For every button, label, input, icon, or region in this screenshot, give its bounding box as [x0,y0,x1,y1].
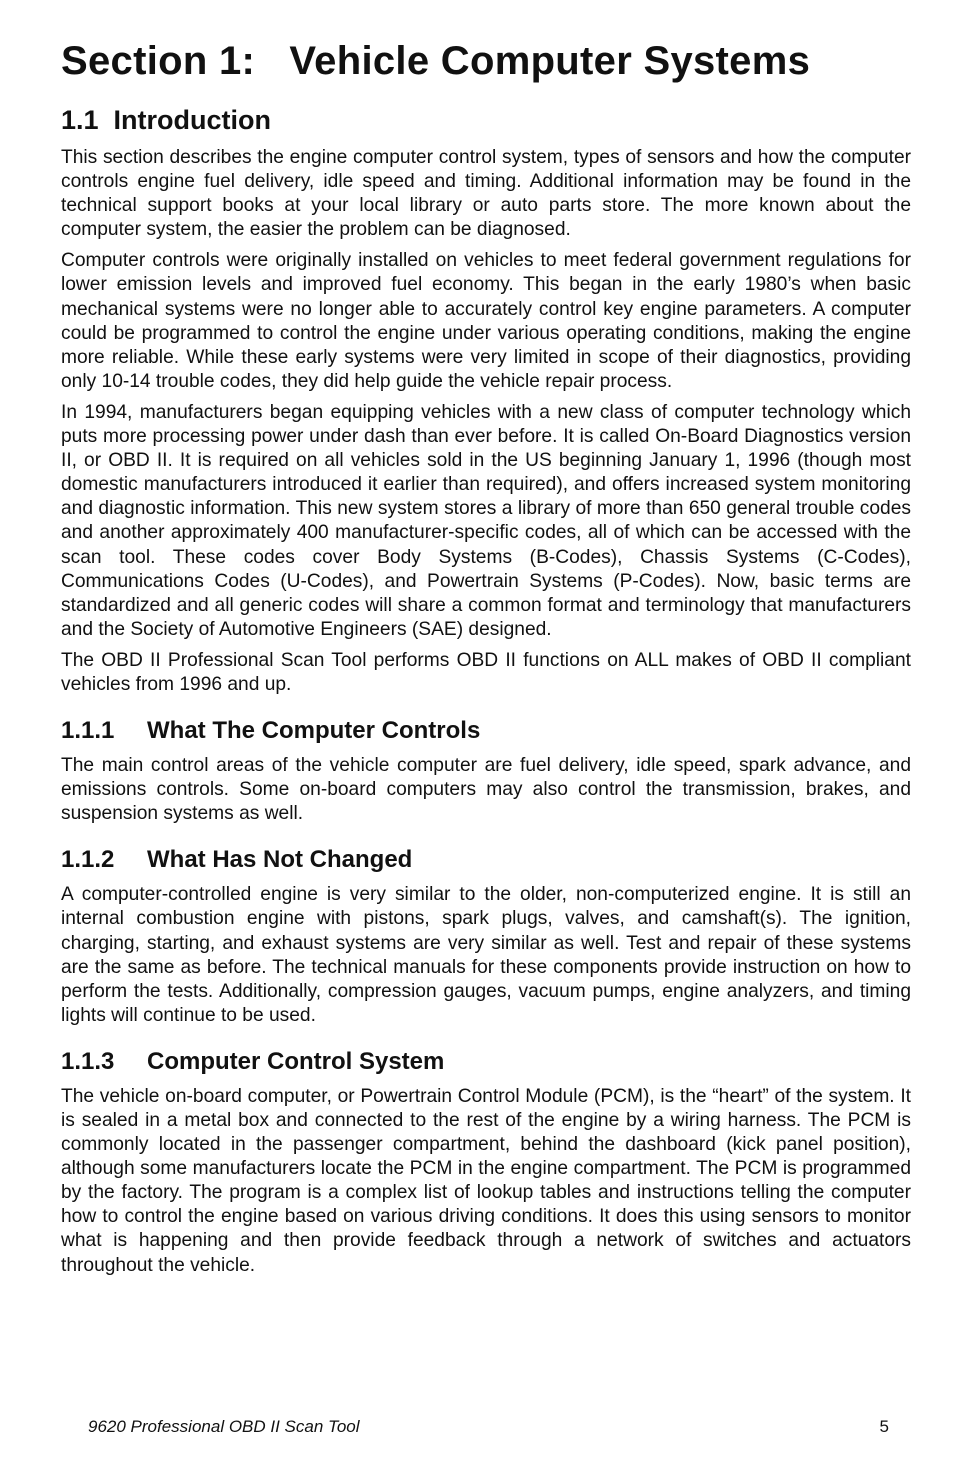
heading-number: 1.1.2 [61,846,115,874]
heading-text: Computer Control System [147,1047,445,1075]
section-title: Section 1: Vehicle Computer Systems [61,39,811,83]
intro-paragraph-4: The OBD II Professional Scan Tool performs OBD II functions on ALL makes of OBD II compliant vehicles from 1996 and up. [61,649,911,695]
page-number: 5 [879,1417,889,1436]
paragraph-1-1-1: The main control areas of the vehicle computer are fuel delivery, idle speed, spark advance, and emissions controls. Some on-board computers may also control the transmission, brakes, and suspension systems as well. [61,755,911,825]
document-page [61,36,911,1285]
heading-number: 1.1.1 [61,717,115,745]
paragraph-1-1-2: A computer-controlled engine is very similar to the older, non-computerized engine. It is still an internal combustion engine with pistons, spark plugs, valves, and camshaft(s). The ignition, charging, starting, and exhaust systems are very similar as well. Test and repair of these systems are the same as before. The technical manuals for these components provide instruction on how to perform the tests. Additionally, compression gauges, vacuum pumps, engine analyzers, and timing lights will continue to be used. [61,884,911,1026]
page-footer [88,1417,889,1437]
heading-1-1-2 [61,845,911,875]
heading-1-1-3 [61,1047,911,1077]
heading-1-1-1 [61,716,911,746]
heading-text: What Has Not Changed [147,846,413,874]
intro-paragraph-2: Computer controls were originally installed on vehicles to meet federal government regulations for lower emission levels and improved fuel economy. This began in the early 1980’s when basic mechanical systems were no longer able to accurately control key engine parameters. A computer could be programmed to control the engine under various operating conditions, making the engine more reliable. While these early systems were very limited in scope of their diagnostics, providing only 10-14 trouble codes, they did help guide the vehicle repair process. [61,250,911,392]
intro-heading: 1.1 Introduction [61,105,272,135]
heading-number: 1.1.3 [61,1047,115,1075]
paragraph-1-1-3: The vehicle on-board computer, or Powertrain Control Module (PCM), is the “heart” of the system. It is sealed in a metal box and connected to the rest of the engine by a wiring harness. The PCM is commonly located in the passenger compartment, behind the dashboard (kick panel position), although some manufacturers locate the PCM in the engine compartment. The PCM is programmed by the factory. The program is a complex list of lookup tables and instructions telling the computer how to control the engine based on various driving conditions. It does this using sensors to monitor what is happening and then provide feedback through a network of switches and actuators throughout the vehicle. [61,1085,911,1276]
heading-text: What The Computer Controls [147,717,481,745]
footer-title: 9620 Professional OBD II Scan Tool [88,1417,360,1436]
intro-paragraph-3: In 1994, manufacturers began equipping vehicles with a new class of computer technology which puts more processing power under dash than ever before. It is called On-Board Diagnostics version II, or OBD II. It is required on all vehicles sold in the US beginning January 1, 1996 (though most domestic manufacturers introduced it earlier than required), and offers increased system monitoring and diagnostic information. This new system stores a library of more than 650 general trouble codes and another approximately 400 manufacturer-specific codes, all of which can be accessed with the scan tool. These codes cover Body Systems (B-Codes), Chassis Systems (C-Codes), Communications Codes (U-Codes), and Powertrain Systems (P-Codes). Now, basic terms are standardized and all generic codes will share a common format and terminology that manufacturers and the Society of Automotive Engineers (SAE) designed. [61,401,911,640]
intro-paragraph-1: This section describes the engine computer control system, types of sensors and how the computer controls engine fuel delivery, idle speed and timing. Additional information may be found in the technical support books at your local library or auto parts store. The more known about the computer system, the easier the problem can be diagnosed. [61,147,911,241]
